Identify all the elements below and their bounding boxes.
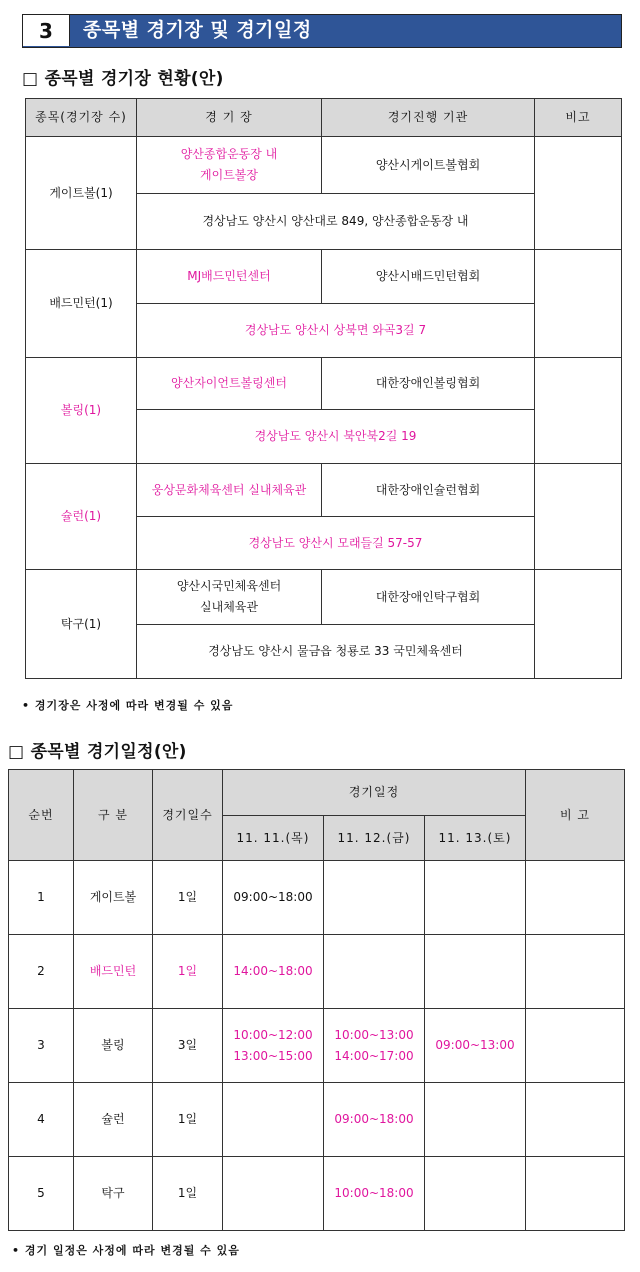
venue-row xyxy=(26,250,622,304)
venue-name-line: 양산종합운동장 내 xyxy=(180,147,278,161)
schedule-remarks xyxy=(526,1009,625,1083)
venue-name xyxy=(137,137,322,194)
venue-remarks xyxy=(535,464,622,570)
schedule-day3 xyxy=(425,1157,526,1231)
venue-name: 웅상문화체육센터 실내체육관 xyxy=(137,464,322,517)
venue-sport: 배드민턴(1) xyxy=(26,250,137,358)
venue-row xyxy=(26,464,622,517)
venues-col-sport: 종목(경기장 수) xyxy=(26,99,137,137)
schedule-name: 탁구 xyxy=(74,1157,153,1231)
venue-remarks xyxy=(535,358,622,464)
section-number: 3 xyxy=(23,15,70,46)
schedule-day3 xyxy=(425,1083,526,1157)
schedule-name: 배드민턴 xyxy=(74,935,153,1009)
schedule-no: 5 xyxy=(9,1157,74,1231)
venue-row xyxy=(26,137,622,194)
venues-note: • 경기장은 사정에 따라 변경될 수 있음 xyxy=(22,699,234,712)
venues-col-venue: 경 기 장 xyxy=(137,99,322,137)
schedule-col-days: 경기일수 xyxy=(153,770,223,861)
schedule-time: 10:00~13:00 xyxy=(334,1027,414,1042)
schedule-days: 1일 xyxy=(153,1083,223,1157)
schedule-col-category: 구 분 xyxy=(74,770,153,861)
schedule-no: 4 xyxy=(9,1083,74,1157)
schedule-day2: 09:00~18:00 xyxy=(324,1083,425,1157)
schedule-day1 xyxy=(223,1009,324,1083)
schedule-date: 11. 13.(토) xyxy=(425,816,526,861)
schedule-row xyxy=(9,1083,625,1157)
schedule-name: 볼링 xyxy=(74,1009,153,1083)
venue-org: 대한장애인볼링협회 xyxy=(322,358,535,410)
schedule-day1: 09:00~18:00 xyxy=(223,861,324,935)
schedule-days: 1일 xyxy=(153,861,223,935)
venue-address: 경상남도 양산시 북안북2길 19 xyxy=(137,410,535,464)
venue-org: 양산시게이트볼협회 xyxy=(322,137,535,194)
venue-address: 경상남도 양산시 물금읍 청룡로 33 국민체육센터 xyxy=(137,625,535,679)
venue-sport: 게이트볼(1) xyxy=(26,137,137,250)
schedule-remarks xyxy=(526,1157,625,1231)
schedule-row xyxy=(9,935,625,1009)
schedule-remarks xyxy=(526,861,625,935)
venues-col-remarks: 비고 xyxy=(535,99,622,137)
venues-header-row xyxy=(26,99,622,137)
venue-name: MJ배드민턴센터 xyxy=(137,250,322,304)
schedule-day2 xyxy=(324,861,425,935)
schedule-note: • 경기 일정은 사정에 따라 변경될 수 있음 xyxy=(12,1244,240,1257)
venues-table xyxy=(25,98,622,679)
schedule-date: 11. 11.(목) xyxy=(223,816,324,861)
venue-address: 경상남도 양산시 모래들길 57-57 xyxy=(137,517,535,570)
section-header xyxy=(22,14,622,48)
schedule-no: 3 xyxy=(9,1009,74,1083)
venue-remarks xyxy=(535,570,622,679)
schedule-day1 xyxy=(223,1083,324,1157)
venue-org: 대한장애인탁구협회 xyxy=(322,570,535,625)
schedule-header-row xyxy=(9,770,625,816)
venue-row xyxy=(26,570,622,625)
schedule-remarks xyxy=(526,1083,625,1157)
schedule-row xyxy=(9,1157,625,1231)
venue-org: 양산시배드민턴협회 xyxy=(322,250,535,304)
schedule-time: 14:00~17:00 xyxy=(334,1048,414,1063)
venue-sport: 탁구(1) xyxy=(26,570,137,679)
schedule-time: 13:00~15:00 xyxy=(233,1048,313,1063)
venue-sport: 슐런(1) xyxy=(26,464,137,570)
venue-row xyxy=(26,358,622,410)
venue-name-line: 게이트볼장 xyxy=(200,168,258,182)
venue-name-line: 양산시국민체육센터 xyxy=(176,579,282,593)
schedule-no: 1 xyxy=(9,861,74,935)
schedule-day2: 10:00~18:00 xyxy=(324,1157,425,1231)
schedule-day1: 14:00~18:00 xyxy=(223,935,324,1009)
venue-name: 양산자이언트볼링센터 xyxy=(137,358,322,410)
schedule-remarks xyxy=(526,935,625,1009)
venue-name xyxy=(137,570,322,625)
schedule-table xyxy=(8,769,625,1231)
schedule-col-no: 순번 xyxy=(9,770,74,861)
schedule-days: 1일 xyxy=(153,1157,223,1231)
venues-heading: □ 종목별 경기장 현황(안) xyxy=(22,69,224,89)
schedule-row xyxy=(9,861,625,935)
schedule-no: 2 xyxy=(9,935,74,1009)
venue-org: 대한장애인슐런협회 xyxy=(322,464,535,517)
schedule-name: 게이트볼 xyxy=(74,861,153,935)
schedule-day2 xyxy=(324,1009,425,1083)
venue-remarks xyxy=(535,250,622,358)
section-title: 종목별 경기장 및 경기일정 xyxy=(83,19,312,41)
venue-name-line: 실내체육관 xyxy=(200,600,258,614)
schedule-col-schedule: 경기일정 xyxy=(223,770,526,816)
schedule-days: 1일 xyxy=(153,935,223,1009)
schedule-days: 3일 xyxy=(153,1009,223,1083)
schedule-day1 xyxy=(223,1157,324,1231)
venue-address: 경상남도 양산시 양산대로 849, 양산종합운동장 내 xyxy=(137,194,535,250)
venue-remarks xyxy=(535,137,622,250)
schedule-day3: 09:00~13:00 xyxy=(425,1009,526,1083)
schedule-day3 xyxy=(425,861,526,935)
schedule-date: 11. 12.(금) xyxy=(324,816,425,861)
venue-address: 경상남도 양산시 상북면 와곡3길 7 xyxy=(137,304,535,358)
schedule-name: 슐런 xyxy=(74,1083,153,1157)
schedule-day3 xyxy=(425,935,526,1009)
schedule-col-remarks: 비 고 xyxy=(526,770,625,861)
schedule-heading: □ 종목별 경기일정(안) xyxy=(8,742,187,762)
schedule-row xyxy=(9,1009,625,1083)
schedule-time: 10:00~12:00 xyxy=(233,1027,313,1042)
schedule-day2 xyxy=(324,935,425,1009)
venue-sport: 볼링(1) xyxy=(26,358,137,464)
venues-col-org: 경기진행 기관 xyxy=(322,99,535,137)
